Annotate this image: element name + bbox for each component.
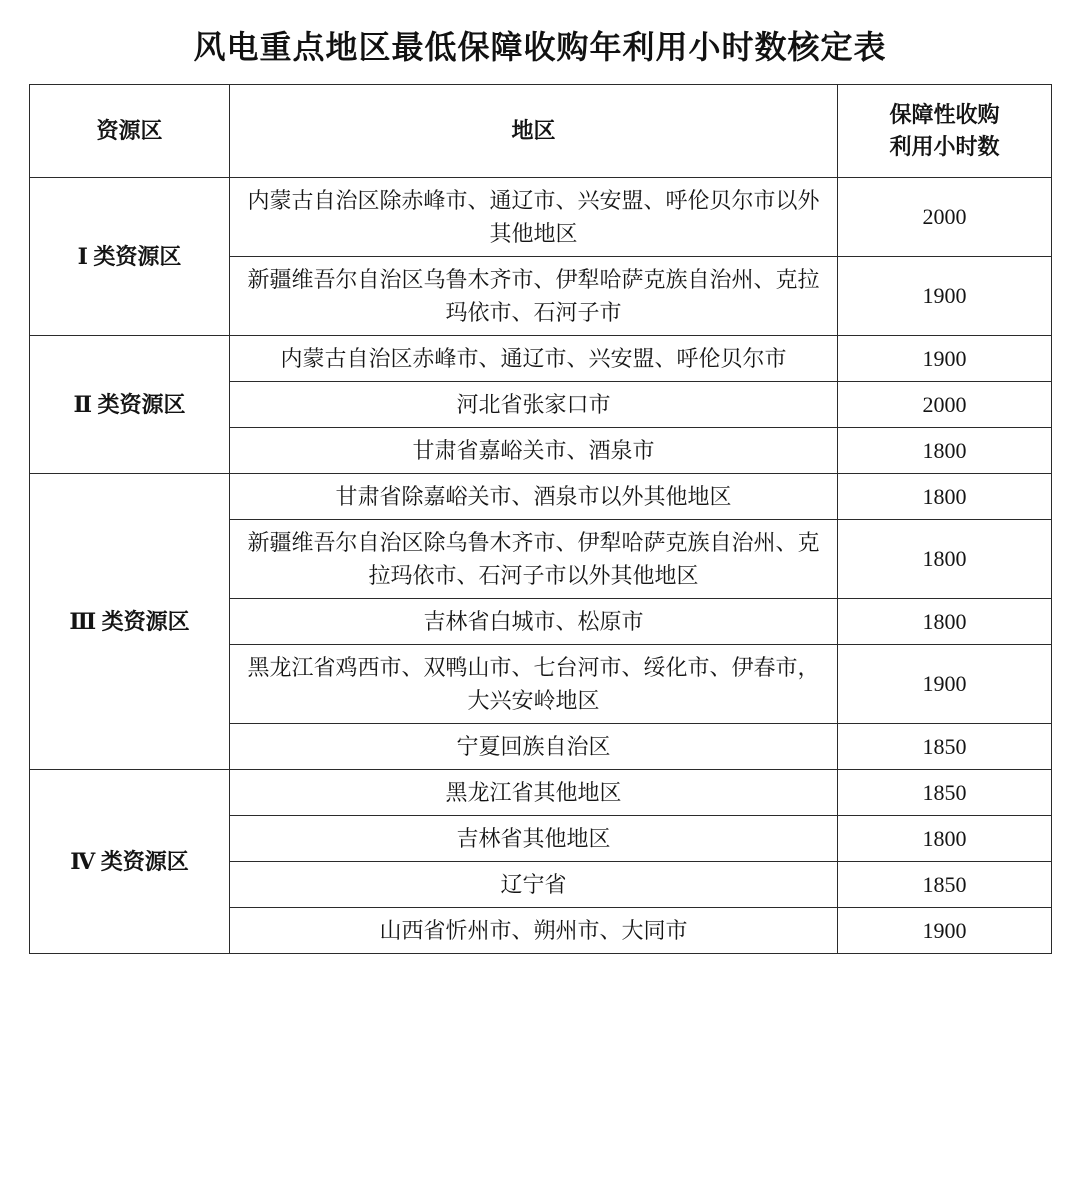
column-header-region: 地区 — [230, 85, 838, 178]
hours-cell: 2000 — [838, 381, 1052, 427]
hours-cell: 1850 — [838, 723, 1052, 769]
region-cell: 内蒙古自治区除赤峰市、通辽市、兴安盟、呼伦贝尔市以外其他地区 — [230, 177, 838, 256]
hours-cell: 2000 — [838, 177, 1052, 256]
column-header-hours — [838, 85, 1052, 178]
table-row — [30, 473, 1052, 519]
zone-cell: Ⅱ 类资源区 — [30, 335, 230, 473]
column-header-zone: 资源区 — [30, 85, 230, 178]
hours-cell: 1900 — [838, 907, 1052, 953]
region-cell: 甘肃省嘉峪关市、酒泉市 — [230, 427, 838, 473]
page-title: 风电重点地区最低保障收购年利用小时数核定表 — [193, 29, 887, 65]
hours-cell: 1900 — [838, 644, 1052, 723]
hours-cell: 1850 — [838, 861, 1052, 907]
hours-cell: 1800 — [838, 519, 1052, 598]
table-header — [30, 85, 1052, 178]
table-container — [29, 84, 1051, 954]
region-cell: 宁夏回族自治区 — [230, 723, 838, 769]
hours-cell: 1800 — [838, 815, 1052, 861]
table-row — [30, 177, 1052, 256]
zone-cell: Ⅲ 类资源区 — [30, 473, 230, 769]
table-body — [30, 177, 1052, 953]
zone-cell: Ⅰ 类资源区 — [30, 177, 230, 335]
region-cell: 吉林省其他地区 — [230, 815, 838, 861]
region-cell: 内蒙古自治区赤峰市、通辽市、兴安盟、呼伦贝尔市 — [230, 335, 838, 381]
region-cell: 黑龙江省鸡西市、双鸭山市、七台河市、绥化市、伊春市，大兴安岭地区 — [230, 644, 838, 723]
table-header-row — [30, 85, 1052, 178]
table-row — [30, 335, 1052, 381]
region-cell: 甘肃省除嘉峪关市、酒泉市以外其他地区 — [230, 473, 838, 519]
hours-cell: 1800 — [838, 598, 1052, 644]
region-cell: 新疆维吾尔自治区乌鲁木齐市、伊犁哈萨克族自治州、克拉玛依市、石河子市 — [230, 256, 838, 335]
region-cell: 辽宁省 — [230, 861, 838, 907]
region-cell: 河北省张家口市 — [230, 381, 838, 427]
hours-cell: 1800 — [838, 473, 1052, 519]
hours-cell: 1800 — [838, 427, 1052, 473]
region-cell: 黑龙江省其他地区 — [230, 769, 838, 815]
region-cell: 新疆维吾尔自治区除乌鲁木齐市、伊犁哈萨克族自治州、克拉玛依市、石河子市以外其他地区 — [230, 519, 838, 598]
zone-cell: Ⅳ 类资源区 — [30, 769, 230, 953]
guaranteed-purchase-hours-table — [29, 84, 1052, 954]
hours-cell: 1850 — [838, 769, 1052, 815]
region-cell: 吉林省白城市、松原市 — [230, 598, 838, 644]
region-cell: 山西省忻州市、朔州市、大同市 — [230, 907, 838, 953]
hours-cell: 1900 — [838, 256, 1052, 335]
hours-cell: 1900 — [838, 335, 1052, 381]
column-header-hours-line1: 保障性收购 — [889, 102, 1000, 127]
column-header-hours-line2: 利用小时数 — [889, 133, 1000, 159]
table-row — [30, 769, 1052, 815]
